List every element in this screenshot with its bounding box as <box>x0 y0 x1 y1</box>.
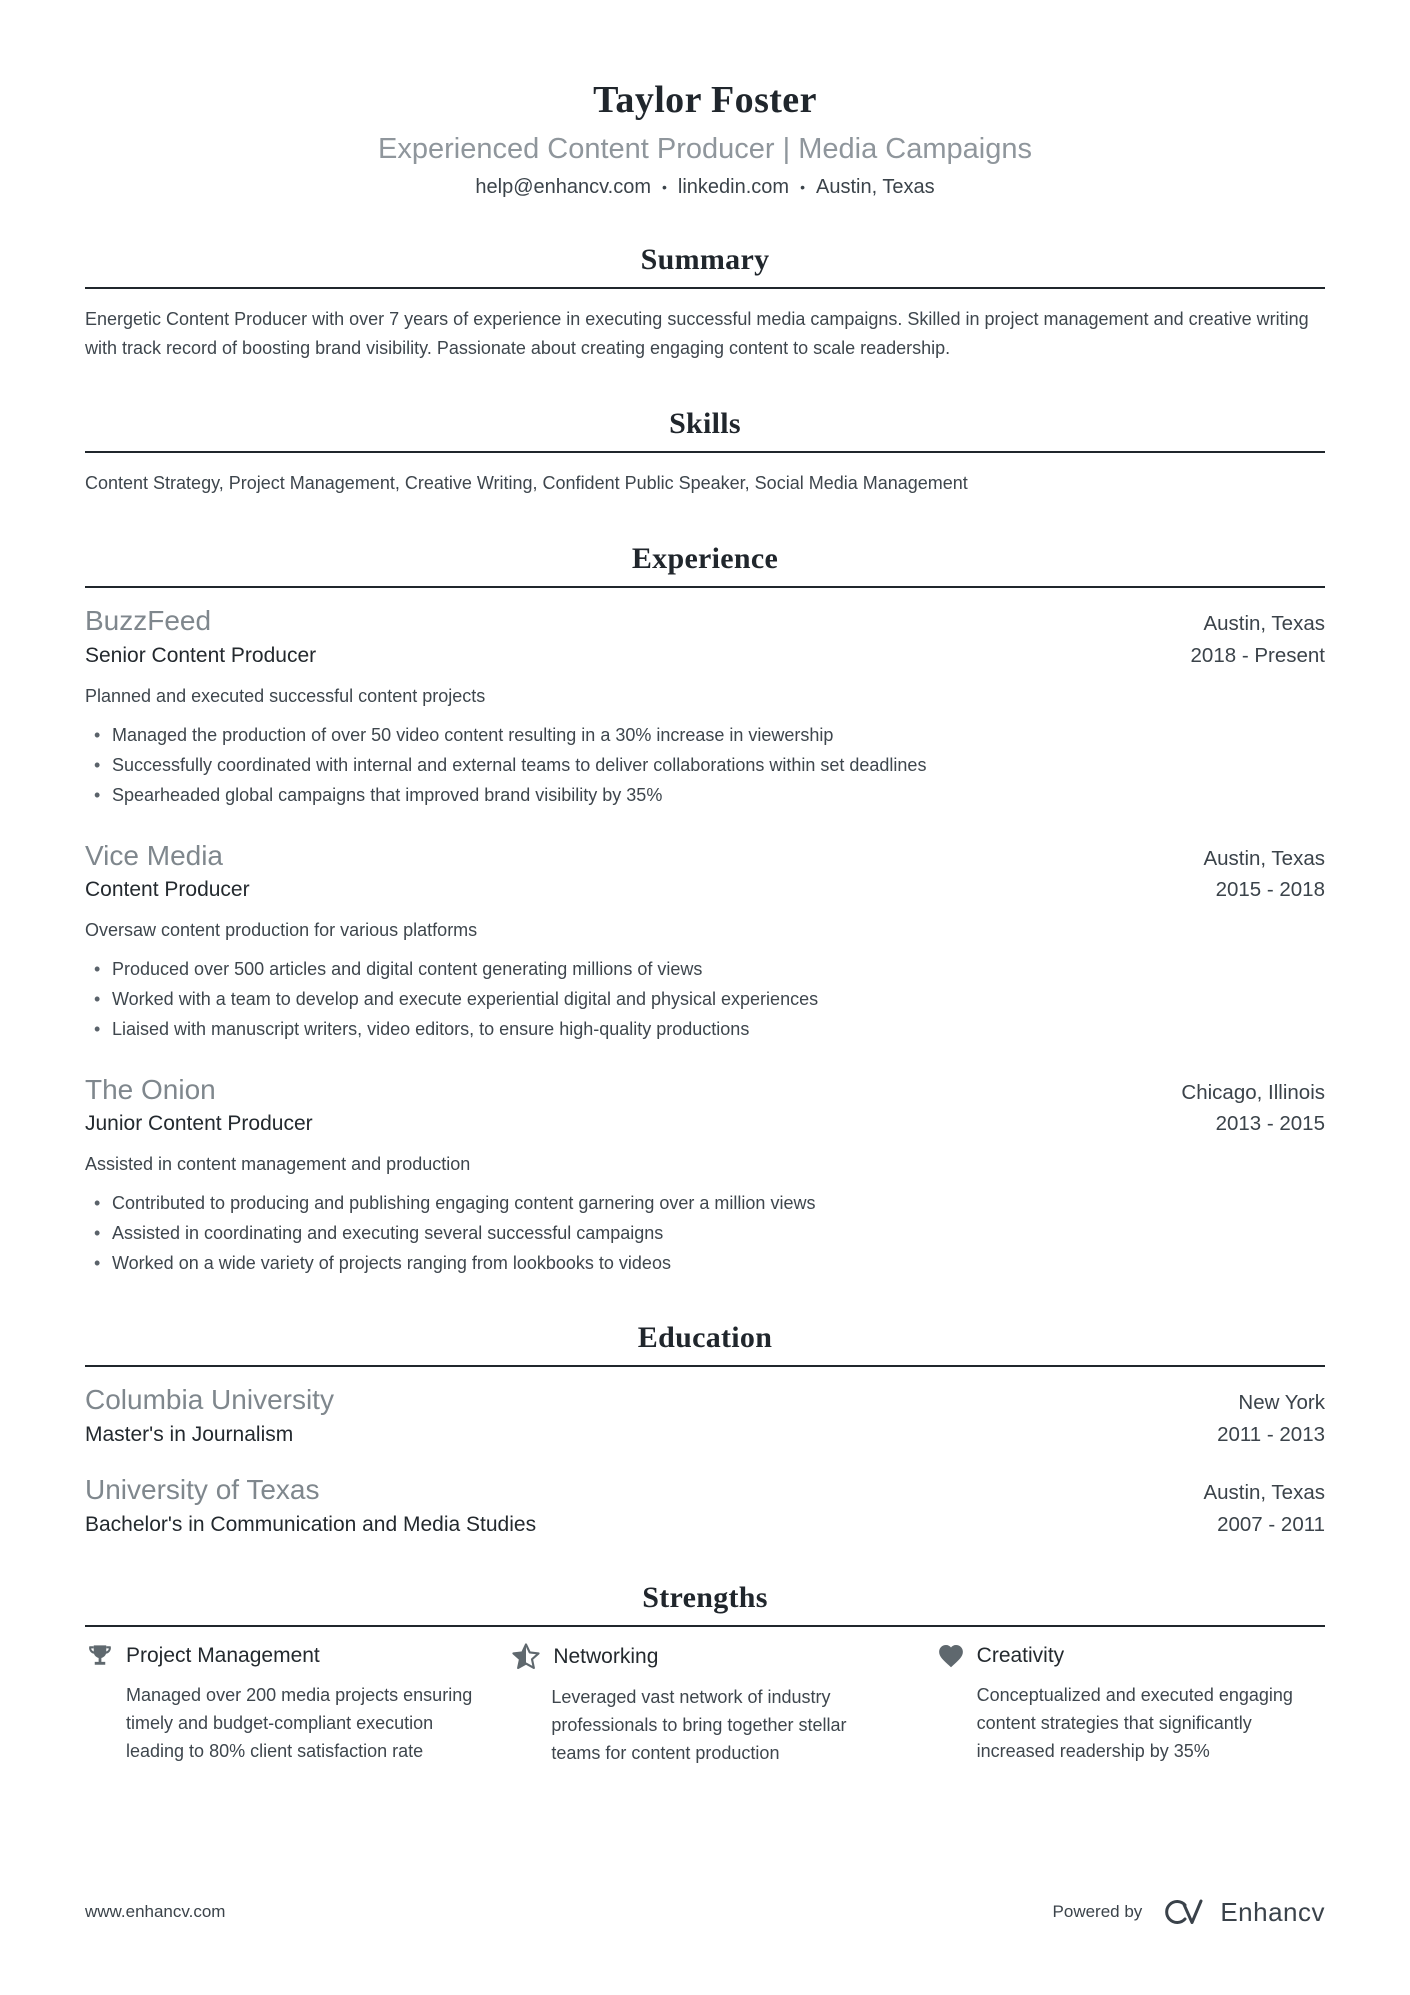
resume-page <box>85 0 1325 1768</box>
job-location: Austin, Texas <box>1203 846 1325 870</box>
contact-separator-dot: • <box>800 179 805 196</box>
education-entry <box>85 1473 1325 1537</box>
contact-linkedin-link[interactable]: linkedin.com <box>677 175 790 198</box>
contact-line <box>85 176 1325 199</box>
bullet-item: • Assisted in coordinating and executing several successful campaigns <box>85 1221 1325 1247</box>
contact-location: Austin, Texas <box>815 175 935 198</box>
company-name: Vice Media <box>85 839 224 871</box>
candidate-name: Taylor Foster <box>593 79 817 121</box>
bullet-item: • Worked with a team to develop and execute experiential digital and physical experiences <box>85 987 1325 1013</box>
company-name: BuzzFeed <box>85 605 212 637</box>
bullet-item: • Managed the production of over 50 video content resulting in a 30% increase in viewership <box>85 723 1325 749</box>
enhancv-brand-text[interactable]: Enhancv <box>1220 1896 1325 1927</box>
section-divider <box>85 1625 1325 1627</box>
company-name: The Onion <box>85 1073 216 1105</box>
page-footer <box>85 1895 1325 1929</box>
school-name: University of Texas <box>85 1473 320 1505</box>
strengths-heading: Strengths <box>642 1580 768 1614</box>
contact-email-link[interactable]: help@enhancv.com <box>475 175 651 198</box>
experience-section <box>85 542 1325 1277</box>
degree-name: Bachelor's in Communication and Media Studies <box>85 1512 537 1536</box>
education-heading: Education <box>637 1320 773 1354</box>
experience-entry <box>85 604 1325 808</box>
strength-title: Creativity <box>976 1644 1065 1667</box>
school-dates: 2011 - 2013 <box>1217 1422 1325 1446</box>
summary-section <box>85 243 1325 363</box>
strength-title: Project Management <box>126 1644 320 1667</box>
job-description: Oversaw content production for various platforms <box>85 920 478 941</box>
job-title: Junior Content Producer <box>85 1112 313 1136</box>
job-location: Austin, Texas <box>1203 612 1325 636</box>
education-entry <box>85 1383 1325 1447</box>
strength-title: Networking <box>553 1645 659 1668</box>
job-bullet-list <box>85 723 1325 809</box>
powered-by-block <box>1053 1895 1325 1929</box>
skills-heading: Skills <box>669 406 741 440</box>
school-location: New York <box>1238 1391 1325 1415</box>
job-description: Assisted in content management and production <box>85 1154 471 1175</box>
skills-list-text: Content Strategy, Project Management, Creative Writing, Confident Public Speaker, Social Media Management <box>85 473 968 494</box>
experience-entry <box>85 1073 1325 1277</box>
strength-item <box>510 1641 899 1768</box>
bullet-item: • Produced over 500 articles and digital content generating millions of views <box>85 957 1325 983</box>
summary-heading: Summary <box>640 242 770 276</box>
contact-separator-dot: • <box>662 179 667 196</box>
bullet-item: • Contributed to producing and publishing engaging content garnering over a million views <box>85 1191 1325 1217</box>
bullet-item: • Spearheaded global campaigns that improved brand visibility by 35% <box>85 783 1325 809</box>
bullet-item: • Worked on a wide variety of projects ranging from lookbooks to videos <box>85 1251 1325 1277</box>
job-title: Senior Content Producer <box>85 644 317 668</box>
section-divider <box>85 1365 1325 1367</box>
strengths-grid <box>85 1641 1325 1768</box>
school-name: Columbia University <box>85 1384 334 1416</box>
bullet-item: • Liaised with manuscript writers, video editors, to ensure high-quality productions <box>85 1017 1325 1043</box>
skills-section <box>85 407 1325 498</box>
half-star-icon <box>510 1641 542 1673</box>
strength-item <box>936 1641 1325 1768</box>
job-dates: 2018 - Present <box>1190 644 1325 668</box>
degree-name: Master's in Journalism <box>85 1422 294 1446</box>
school-dates: 2007 - 2011 <box>1217 1512 1325 1536</box>
section-divider <box>85 586 1325 588</box>
candidate-title: Experienced Content Producer | Media Campaigns <box>378 132 1032 165</box>
strength-item <box>85 1641 474 1768</box>
experience-entry <box>85 839 1325 1043</box>
job-description: Planned and executed successful content projects <box>85 686 486 707</box>
school-location: Austin, Texas <box>1203 1480 1325 1504</box>
job-title: Content Producer <box>85 878 250 902</box>
enhancv-logo-icon[interactable] <box>1155 1895 1207 1929</box>
trophy-icon <box>85 1641 115 1671</box>
heart-icon <box>936 1641 966 1671</box>
job-dates: 2015 - 2018 <box>1215 878 1325 902</box>
job-location: Chicago, Illinois <box>1181 1080 1325 1104</box>
section-divider <box>85 451 1325 453</box>
section-divider <box>85 287 1325 289</box>
resume-header <box>85 80 1325 199</box>
experience-heading: Experience <box>631 541 779 575</box>
job-bullet-list <box>85 957 1325 1043</box>
strength-text: Managed over 200 media projects ensuring timely and budget-compliant execution leading to 80% client satisfaction rate <box>126 1685 473 1761</box>
bullet-item: • Successfully coordinated with internal and external teams to deliver collaborations within set deadlines <box>85 753 1325 779</box>
footer-website-link[interactable]: www.enhancv.com <box>85 1902 226 1921</box>
education-section <box>85 1321 1325 1537</box>
summary-text: Energetic Content Producer with over 7 years of experience in executing successful media campaigns. Skilled in project management and creative writing with track record of boosting brand visibility. Passionate about creating engaging content to scale readership. <box>85 309 1309 358</box>
job-bullet-list <box>85 1191 1325 1277</box>
powered-by-label: Powered by <box>1052 1902 1143 1921</box>
strengths-section <box>85 1581 1325 1768</box>
job-dates: 2013 - 2015 <box>1215 1112 1325 1136</box>
strength-text: Leveraged vast network of industry professionals to bring together stellar teams for content production <box>551 1687 847 1763</box>
strength-text: Conceptualized and executed engaging content strategies that significantly increased readership by 35% <box>976 1685 1293 1761</box>
